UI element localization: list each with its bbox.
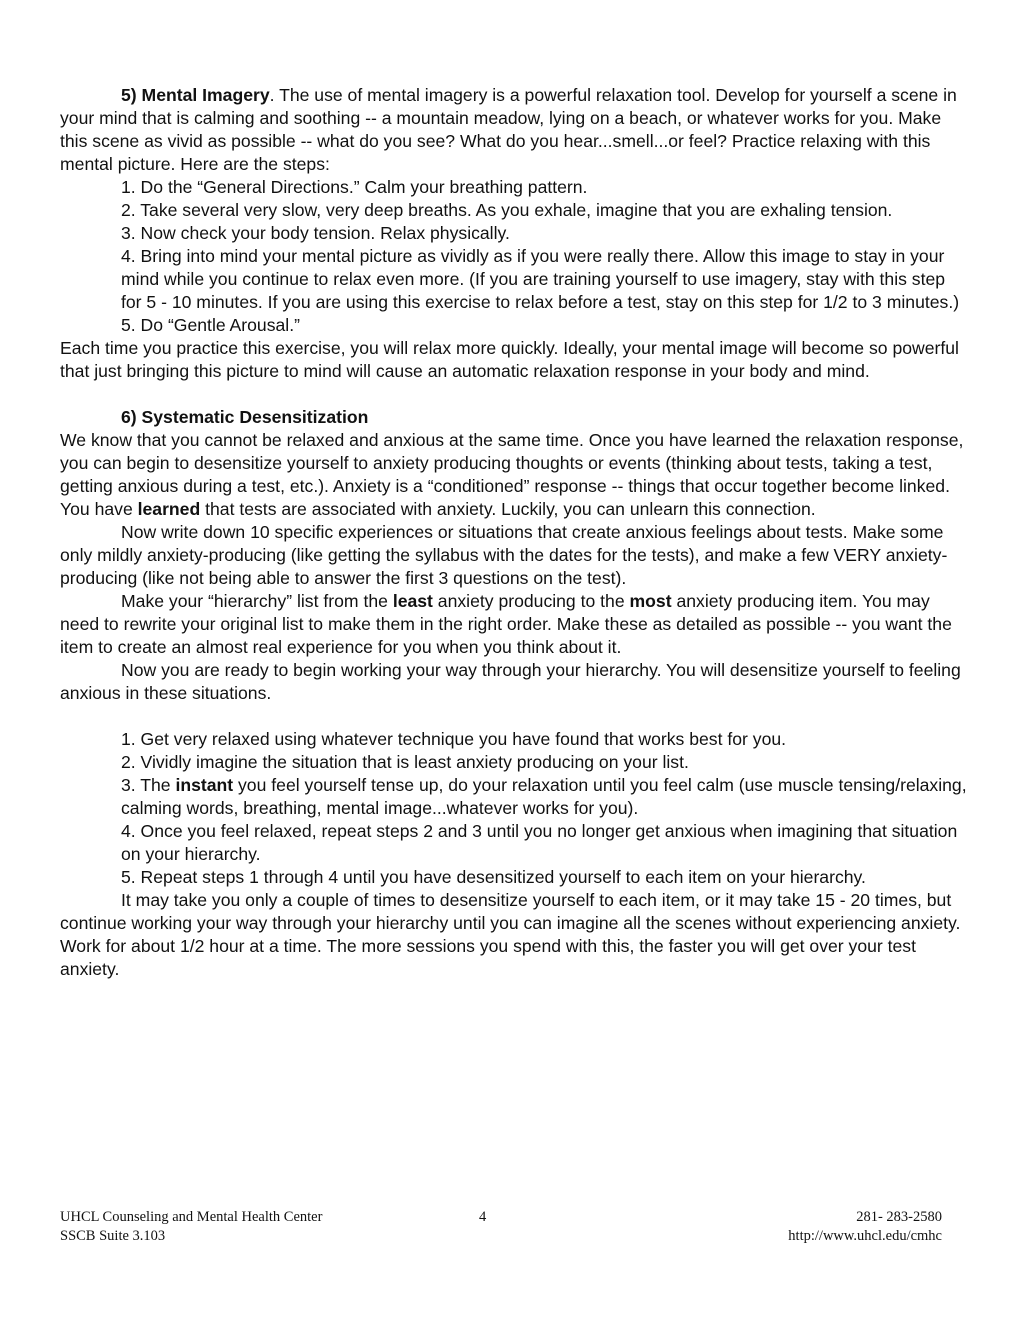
page-footer: [60, 1208, 942, 1246]
footer-url: http://www.uhcl.edu/cmhc: [788, 1228, 942, 1244]
document-body: [60, 84, 970, 981]
footer-suite: SSCB Suite 3.103: [60, 1228, 166, 1244]
imagery-step-2: 2. Take several very slow, very deep breaths. As you exhale, imagine that you are exhaling tension.: [121, 200, 893, 220]
footer-org: UHCL Counseling and Mental Health Center: [60, 1209, 323, 1225]
desensitization-paragraph-4: Now you are ready to begin working your way through your hierarchy. You will desensitize yourself to feeling anxious in these situations.: [60, 660, 961, 703]
imagery-step-3: 3. Now check your body tension. Relax physically.: [121, 223, 510, 243]
desensitization-step-1: 1. Get very relaxed using whatever technique you have found that works best for you.: [121, 729, 787, 749]
imagery-closing-paragraph: Each time you practice this exercise, you will relax more quickly. Ideally, your mental image will become so powerful that just bringing this picture to mind will cause an automatic relaxation response in your body and mind.: [60, 338, 959, 381]
desensitization-heading: 6) Systematic Desensitization: [121, 407, 369, 427]
footer-row-2: [60, 1227, 942, 1246]
desensitization-paragraph-2: Now write down 10 specific experiences or situations that create anxious feelings about tests. Make some only mildly anxiety-producing (like getting the syllabus with the dates for the tests), and make a few VERY anxiety-producing (like not being able to answer the first 3 questions on the test).: [60, 522, 948, 588]
imagery-step-4: 4. Bring into mind your mental picture as vividly as if you were really there. Allow this image to stay in your mind while you continue to relax even more. (If you are training yourself to use imagery, stay with this step for 5 - 10 minutes. If you are using this exercise to relax before a test, stay on this step for 1/2 to 3 minutes.): [121, 246, 960, 312]
imagery-step-1: 1. Do the “General Directions.” Calm your breathing pattern.: [121, 177, 588, 197]
mental-imagery-intro: 5) Mental Imagery. The use of mental imagery is a powerful relaxation tool. Develop for yourself a scene in your mind that is calming and soothing -- a mountain meadow, lying on a beach, or whatever works for you. Make this scene as vivid as possible -- what do you see? What do you hear...smell...or feel? Practice relaxing with this mental picture. Here are the steps:: [60, 85, 957, 174]
spacer: [60, 383, 970, 406]
desensitization-paragraph-1: We know that you cannot be relaxed and anxious at the same time. Once you have learned the relaxation response, you can begin to desensitize yourself to anxiety producing thoughts or events (thinking about tests, taking a test, getting anxious during a test, etc.). Anxiety is a “conditioned” response -- things that occur together become linked. You have learned that tests are associated with anxiety. Luckily, you can unlearn this connection.: [60, 430, 964, 519]
desensitization-step-4: 4. Once you feel relaxed, repeat steps 2 and 3 until you no longer get anxious when imagining that situation on your hierarchy.: [121, 821, 958, 864]
spacer: [60, 705, 970, 728]
desensitization-step-3: 3. The instant you feel yourself tense up, do your relaxation until you feel calm (use muscle tensing/relaxing, calming words, breathing, mental image...whatever works for you).: [121, 775, 967, 818]
footer-phone: 281- 283-2580: [856, 1209, 942, 1225]
footer-row-1: [60, 1208, 942, 1227]
desensitization-closing-paragraph: It may take you only a couple of times to desensitize yourself to each item, or it may take 15 - 20 times, but continue working your way through your hierarchy until you can imagine all the scenes without experiencing anxiety. Work for about 1/2 hour at a time. The more sessions you spend with this, the faster you will get over your test anxiety.: [60, 890, 961, 979]
desensitization-step-5: 5. Repeat steps 1 through 4 until you have desensitized yourself to each item on your hierarchy.: [121, 867, 866, 887]
desensitization-step-2: 2. Vividly imagine the situation that is least anxiety producing on your list.: [121, 752, 689, 772]
imagery-step-5: 5. Do “Gentle Arousal.”: [121, 315, 300, 335]
page-number: 4: [479, 1209, 487, 1225]
desensitization-paragraph-3: Make your “hierarchy” list from the least anxiety producing to the most anxiety producing item. You may need to rewrite your original list to make them in the right order. Make these as detailed as possible -- you want the item to create an almost real experience for you when you think about it.: [60, 591, 952, 657]
mental-imagery-heading: 5) Mental Imagery: [121, 85, 270, 105]
